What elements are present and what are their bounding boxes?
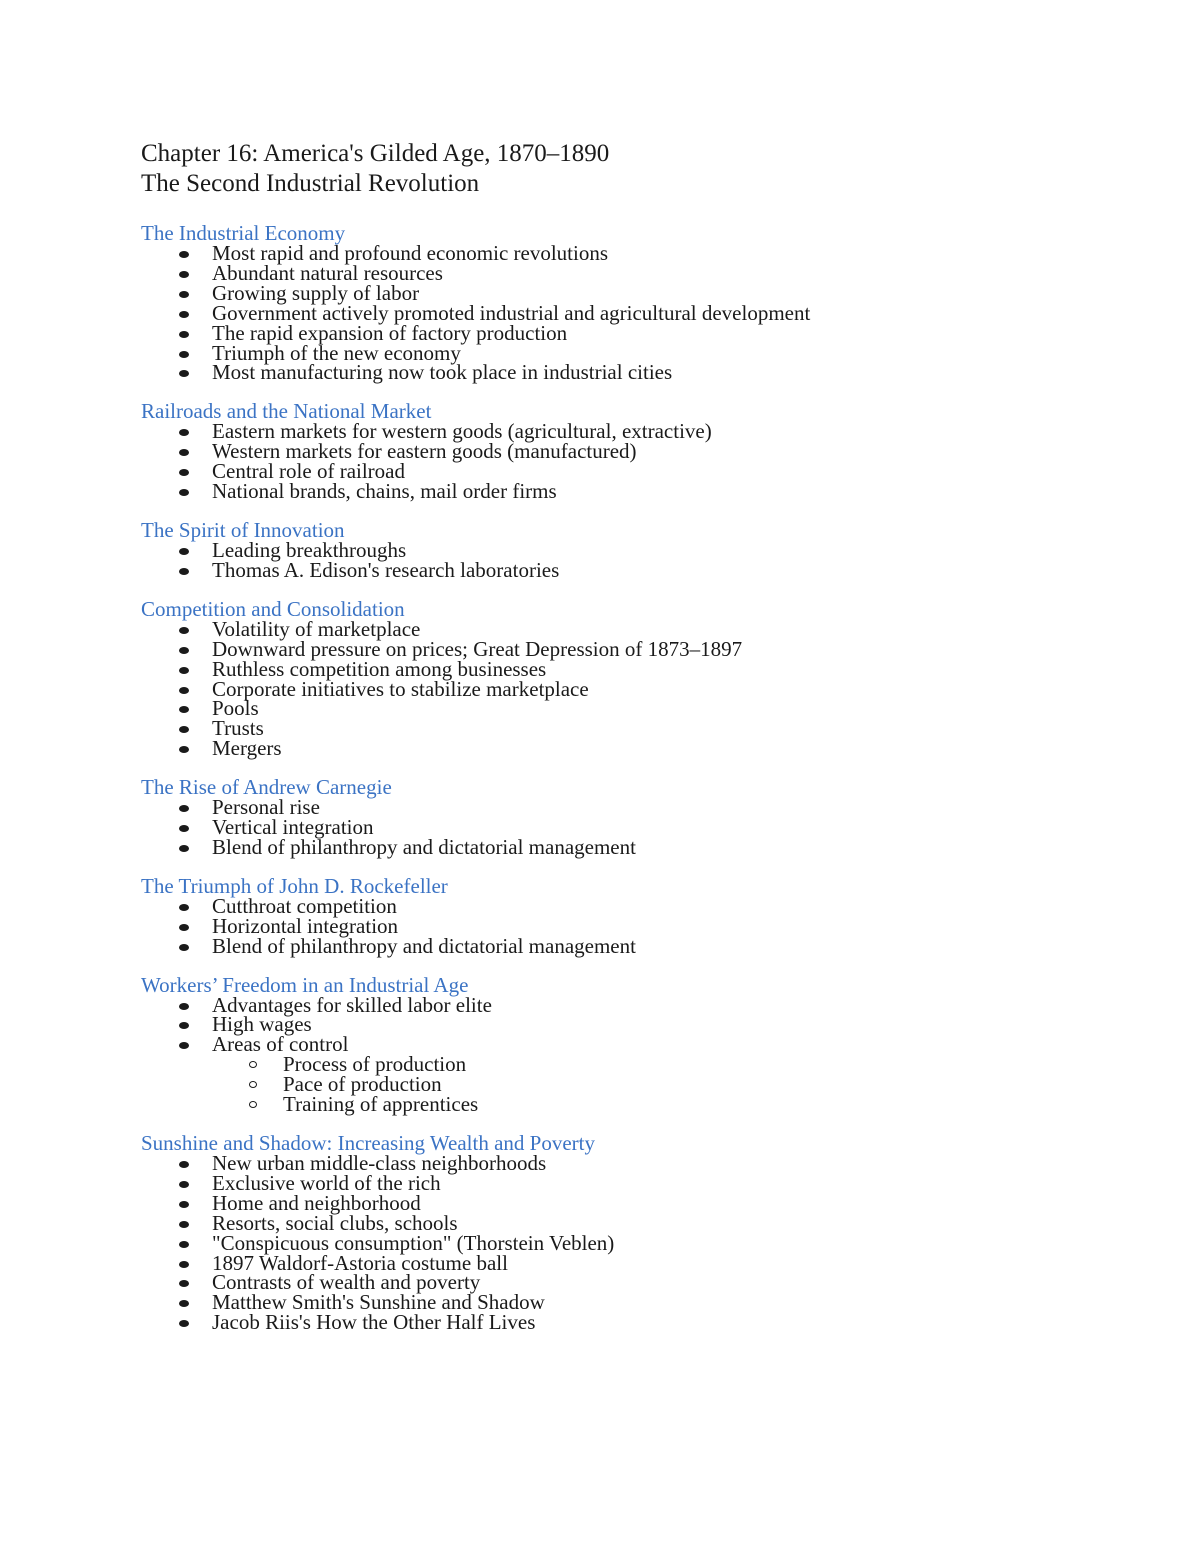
list-item (141, 676, 1141, 701)
hollow-bullet-icon (249, 1081, 257, 1088)
sub-list-item-text: Pace of production (283, 1072, 442, 1097)
section-heading: Competition and Consolidation (141, 596, 405, 621)
bullet-icon (179, 489, 189, 496)
hollow-bullet-icon (249, 1101, 257, 1108)
list-item (141, 736, 1141, 761)
bullet-list (141, 992, 1141, 1117)
bullet-icon (179, 687, 189, 694)
outline-section (141, 974, 1141, 1115)
list-item (141, 479, 1141, 504)
bullet-icon (179, 311, 189, 318)
list-item-text: Thomas A. Edison's research laboratories (212, 557, 560, 582)
outline-section (141, 598, 1141, 759)
bullet-icon (179, 1042, 189, 1049)
bullet-icon (179, 351, 189, 358)
bullet-list (141, 241, 1141, 385)
bullet-icon (179, 271, 189, 278)
hollow-bullet-icon (249, 1061, 257, 1068)
outline-section (141, 400, 1141, 502)
bullet-list (141, 1151, 1141, 1335)
list-item-text: Mergers (212, 736, 282, 761)
chapter-subtitle: The Second Industrial Revolution (141, 170, 480, 197)
bullet-icon (179, 904, 189, 911)
bullet-icon (179, 1161, 189, 1168)
bullet-icon (179, 746, 189, 753)
bullet-icon (179, 469, 189, 476)
list-item (141, 360, 1141, 385)
bullet-icon (179, 1280, 189, 1287)
document-page (141, 139, 1141, 1350)
bullet-icon (179, 1261, 189, 1268)
bullet-icon (179, 1201, 189, 1208)
bullet-icon (179, 568, 189, 575)
chapter-title: Chapter 16: America's Gilded Age, 1870–1890 (141, 140, 610, 167)
list-item-text: Western markets for eastern goods (manufactured) (212, 439, 637, 464)
bullet-icon (179, 825, 189, 832)
list-item-text: Ruthless competition among businesses (212, 656, 547, 681)
list-item-text: Matthew Smith's Sunshine and Shadow (212, 1290, 545, 1315)
list-item-text: National brands, chains, mail order firms (212, 479, 557, 504)
bullet-icon (179, 845, 189, 852)
list-item-text: Trusts (212, 716, 264, 741)
bullet-icon (179, 1003, 189, 1010)
sub-bullet-list (141, 1052, 1141, 1117)
list-item-text: Central role of railroad (212, 459, 405, 484)
list-item-text: Vertical integration (212, 815, 374, 840)
bullet-icon (179, 944, 189, 951)
list-item-text: Exclusive world of the rich (212, 1170, 441, 1195)
bullet-icon (179, 924, 189, 931)
list-item-text: Contrasts of wealth and poverty (212, 1270, 481, 1295)
section-heading: Workers’ Freedom in an Industrial Age (141, 972, 469, 997)
section-heading: Sunshine and Shadow: Increasing Wealth and Poverty (141, 1131, 596, 1155)
list-item-text: Volatility of marketplace (212, 616, 421, 641)
list-item-text: Cutthroat competition (212, 893, 397, 918)
bullet-list (141, 616, 1141, 761)
list-item-text: Triumph of the new economy (212, 340, 461, 365)
section-heading: Railroads and the National Market (141, 399, 432, 424)
bullet-icon (179, 706, 189, 713)
list-item-text: Growing supply of labor (212, 280, 420, 305)
list-item (141, 716, 1141, 741)
bullet-icon (179, 726, 189, 733)
list-item-text: Areas of control (212, 1032, 349, 1057)
list-item-text: Most manufacturing now took place in industrial cities (212, 360, 673, 385)
list-item-text: Corporate initiatives to stabilize marketplace (212, 676, 589, 701)
list-item (141, 834, 1141, 859)
list-item-text: Most rapid and profound economic revolutions (212, 241, 609, 265)
list-item-text: Abundant natural resources (212, 260, 443, 285)
bullet-icon (179, 667, 189, 674)
list-item-text: Advantages for skilled labor elite (212, 992, 492, 1017)
list-item-text: Pools (212, 696, 259, 721)
list-item (141, 933, 1141, 958)
section-heading: The Industrial Economy (141, 221, 346, 245)
list-item-text: High wages (212, 1012, 312, 1037)
bullet-icon (179, 627, 189, 634)
list-item-text: Resorts, social clubs, schools (212, 1210, 458, 1235)
bullet-icon (179, 331, 189, 338)
bullet-icon (179, 1181, 189, 1188)
bullet-icon (179, 370, 189, 377)
bullet-icon (179, 291, 189, 298)
list-item-text: Jacob Riis's How the Other Half Lives (212, 1310, 536, 1335)
bullet-icon (179, 251, 189, 258)
bullet-list (141, 537, 1141, 582)
bullet-icon (179, 1022, 189, 1029)
list-item-text: Home and neighborhood (212, 1190, 421, 1215)
list-item (141, 696, 1141, 721)
bullet-list (141, 795, 1141, 859)
list-item-text: The rapid expansion of factory production (212, 320, 568, 345)
bullet-icon (179, 1320, 189, 1327)
outline-sections (141, 222, 1141, 1333)
bullet-icon (179, 548, 189, 555)
bullet-list (141, 893, 1141, 958)
section-heading: The Triumph of John D. Rockefeller (141, 873, 448, 898)
sub-list-item-text: Training of apprentices (283, 1092, 479, 1117)
bullet-list (141, 419, 1141, 504)
sub-list-item (141, 1092, 1141, 1117)
list-item-text: Leading breakthroughs (212, 537, 407, 562)
list-item-text: Downward pressure on prices; Great Depression of 1873–1897 (212, 636, 743, 661)
bullet-icon (179, 647, 189, 654)
bullet-icon (179, 429, 189, 436)
outline-section (141, 1132, 1141, 1333)
outline-section (141, 776, 1141, 858)
list-item-text: 1897 Waldorf-Astoria costume ball (212, 1250, 508, 1275)
list-item-text: Blend of philanthropy and dictatorial management (212, 834, 636, 859)
list-item-text: Blend of philanthropy and dictatorial management (212, 933, 636, 958)
outline-section (141, 519, 1141, 581)
list-item-text: "Conspicuous consumption" (Thorstein Veblen) (212, 1230, 615, 1255)
bullet-icon (179, 449, 189, 456)
list-item-text: New urban middle-class neighborhoods (212, 1151, 547, 1175)
list-item (141, 1310, 1141, 1335)
section-heading: The Rise of Andrew Carnegie (141, 775, 392, 800)
bullet-icon (179, 1300, 189, 1307)
section-heading: The Spirit of Innovation (141, 517, 345, 542)
list-item-text: Government actively promoted industrial and agricultural development (212, 300, 811, 325)
list-item-text: Horizontal integration (212, 913, 399, 938)
list-item (141, 557, 1141, 582)
list-item-text: Eastern markets for western goods (agricultural, extractive) (212, 419, 712, 444)
list-item-text: Personal rise (212, 795, 320, 820)
outline-section (141, 875, 1141, 957)
outline-section (141, 222, 1141, 383)
bullet-icon (179, 805, 189, 812)
bullet-icon (179, 1241, 189, 1248)
sub-list-item-text: Process of production (283, 1052, 467, 1077)
bullet-icon (179, 1221, 189, 1228)
